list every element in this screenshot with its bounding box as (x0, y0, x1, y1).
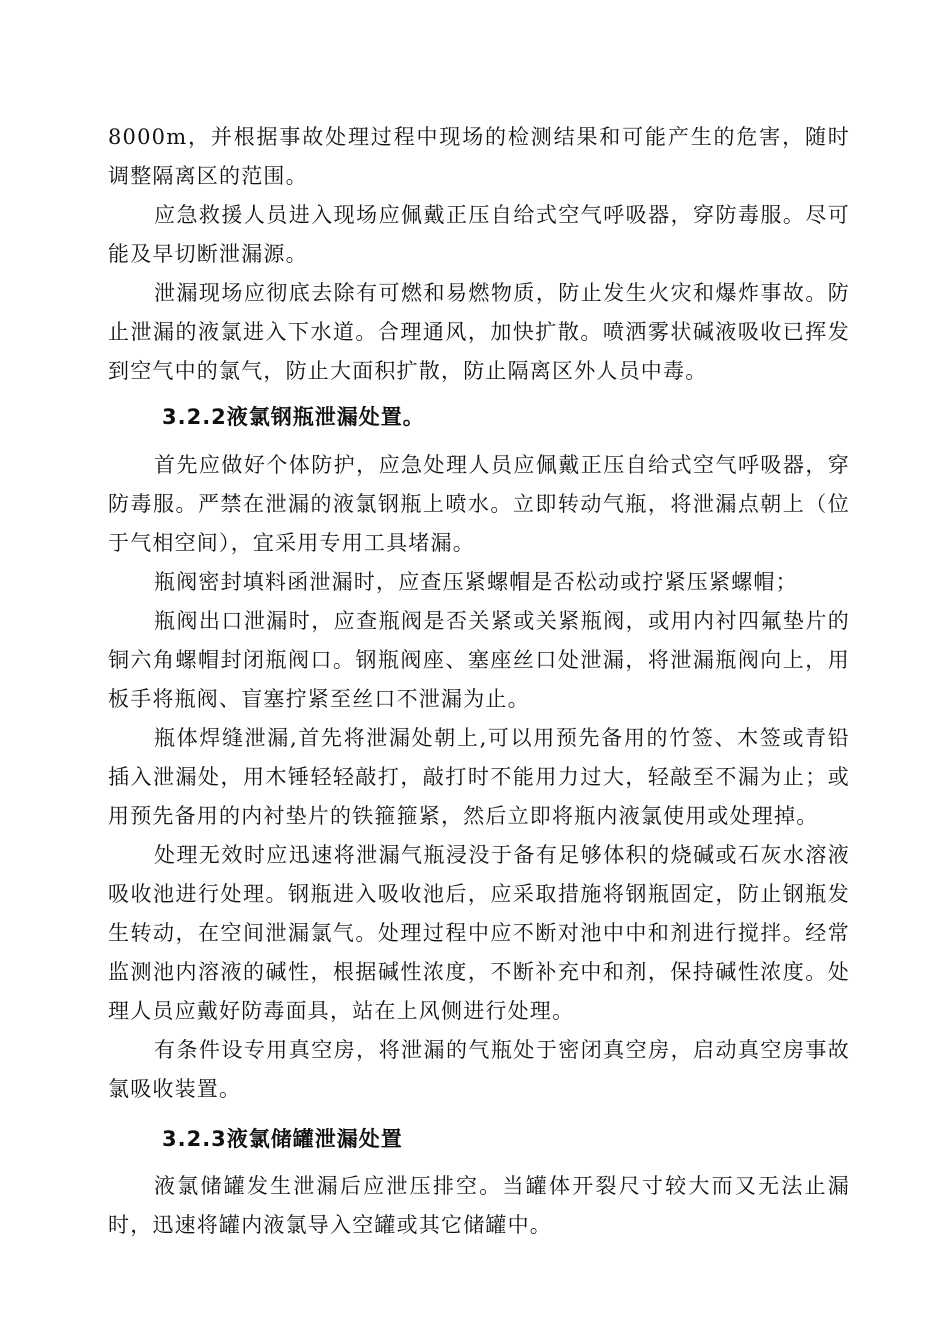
paragraph: 瓶阀出口泄漏时，应查瓶阀是否关紧或关紧瓶阀，或用内衬四氟垫片的铜六角螺帽封闭瓶阀口。钢瓶阀座、塞座丝口处泄漏，将泄漏瓶阀向上，用板手将瓶阀、盲塞拧紧至丝口不泄漏为止。 (108, 609, 850, 711)
paragraph: 泄漏现场应彻底去除有可燃和易燃物质，防止发生火灾和爆炸事故。防止泄漏的液氯进入下水道。合理通风，加快扩散。喷洒雾状碱液吸收已挥发到空气中的氯气，防止大面积扩散，防止隔离区外人员中毒。 (108, 281, 850, 383)
document-page (108, 118, 850, 1245)
paragraph: 首先应做好个体防护，应急处理人员应佩戴正压自给式空气呼吸器，穿防毒服。严禁在泄漏的液氯钢瓶上喷水。立即转动气瓶，将泄漏点朝上（位于气相空间），宜采用专用工具堵漏。 (108, 453, 850, 555)
section-heading-3-2-3: 3.2.3液氯储罐泄漏处置 (162, 1127, 403, 1151)
paragraph: 瓶体焊缝泄漏,首先将泄漏处朝上,可以用预先备用的竹签、木签或青铅插入泄漏处，用木锤轻轻敲打，敲打时不能用力过大，轻敲至不漏为止；或用预先备用的内衬垫片的铁箍箍紧，然后立即将瓶内液氯使用或处理掉。 (108, 726, 850, 828)
paragraph: 处理无效时应迅速将泄漏气瓶浸没于备有足够体积的烧碱或石灰水溶液吸收池进行处理。钢瓶进入吸收池后，应采取措施将钢瓶固定，防止钢瓶发生转动，在空间泄漏氯气。处理过程中应不断对池中中和剂进行搅拌。经常监测池内溶液的碱性，根据碱性浓度，不断补充中和剂，保持碱性浓度。处理人员应戴好防毒面具，站在上风侧进行处理。 (108, 843, 850, 1023)
paragraph: 有条件设专用真空房，将泄漏的气瓶处于密闭真空房，启动真空房事故氯吸收装置。 (108, 1038, 850, 1101)
paragraph: 8000m，并根据事故处理过程中现场的检测结果和可能产生的危害，随时调整隔离区的范围。 (108, 125, 850, 188)
section-heading-3-2-2: 3.2.2液氯钢瓶泄漏处置。 (162, 405, 425, 429)
paragraph: 应急救援人员进入现场应佩戴正压自给式空气呼吸器，穿防毒服。尽可能及早切断泄漏源。 (108, 203, 850, 266)
paragraph: 液氯储罐发生泄漏后应泄压排空。当罐体开裂尺寸较大而又无法止漏时，迅速将罐内液氯导入空罐或其它储罐中。 (108, 1174, 850, 1237)
paragraph: 瓶阀密封填料函泄漏时，应查压紧螺帽是否松动或拧紧压紧螺帽； (154, 570, 798, 594)
